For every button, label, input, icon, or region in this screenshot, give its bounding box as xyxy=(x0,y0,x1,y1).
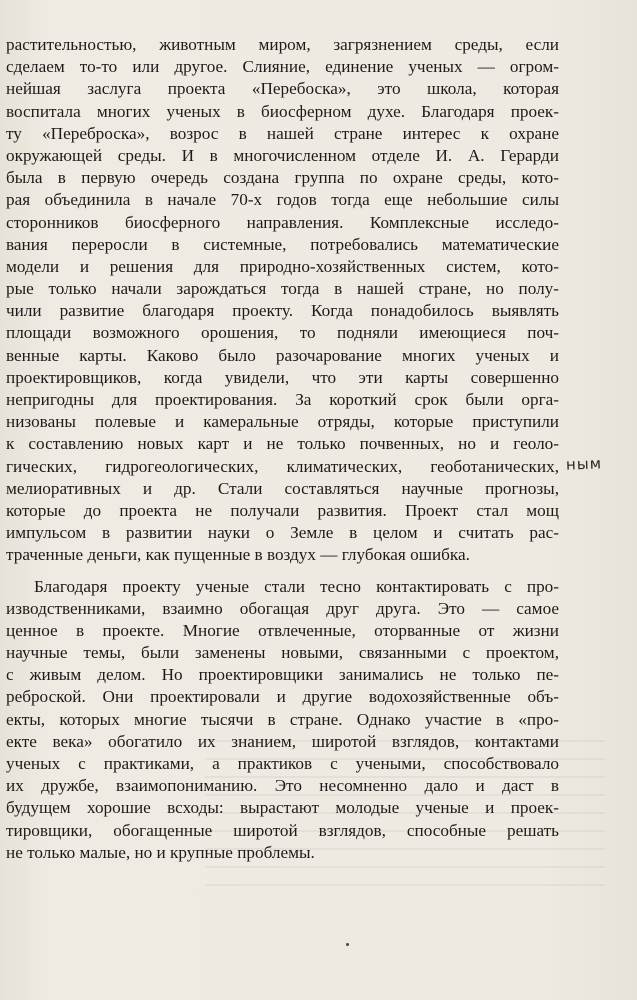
text-line: непригодны для проектирования. За короткий срок были орга- xyxy=(6,390,559,409)
text-line: проектировщиков, когда увидели, что эти карты совершенно xyxy=(6,367,559,387)
text-line: ценное в проекте. Многие отвлеченные, оторванные от жизни xyxy=(6,620,559,640)
text-line: сторонников биосферного направления. Комплексные исследо- xyxy=(6,212,559,232)
print-speck xyxy=(346,943,349,946)
text-line: сделаем то-то или другое. Слияние, единение ученых — огром- xyxy=(6,57,559,77)
text-line: ту «Переброска», возрос в нашей стране интерес к охране xyxy=(6,123,559,143)
text-line: екте века» обогатило их знанием, широтой взглядов, контактами xyxy=(6,731,559,751)
text-line: ученых с практиками, а практиков с учеными, способствовало xyxy=(6,754,559,773)
text-line: рые только начали зарождаться тогда в нашей стране, но полу- xyxy=(6,279,559,299)
text-line: Благодаря проекту ученые стали тесно контактировать с про- xyxy=(34,576,559,596)
text-line: модели и решения для природно-хозяйственных систем, кото- xyxy=(6,256,559,276)
text-line: венные карты. Каково было разочарование многих ученых и xyxy=(6,345,559,365)
text-line: не только малые, но и крупные проблемы. xyxy=(6,842,315,862)
text-line: площади возможного орошения, то подняли имеющиеся поч- xyxy=(6,323,559,343)
paragraph-2 xyxy=(6,576,559,864)
text-line: к составлению новых карт и не только почвенных, но и геоло- xyxy=(6,434,559,454)
text-column xyxy=(6,34,559,864)
text-line: окружающей среды. И в многочисленном отделе И. А. Герарди xyxy=(6,145,559,165)
handwritten-note: ным xyxy=(565,454,603,474)
text-line: научные темы, были заменены новыми, связанными с проектом, xyxy=(6,643,559,663)
text-line: была в первую очередь создана группа по охране среды, кото- xyxy=(6,168,559,188)
text-line: с живым делом. Но проектировщики занимались не только пе- xyxy=(6,665,559,685)
text-line: которые до проекта не получали развития. Проект стал мощ xyxy=(6,500,559,520)
text-line: изводственниками, взаимно обогащая друг друга. Это — самое xyxy=(6,598,559,618)
text-line: рая объединила в начале 70-х годов тогда еще небольшие силы xyxy=(6,190,559,210)
text-line: реброской. Они проектировали и другие водохозяйственные объ- xyxy=(6,687,559,707)
text-line: вания переросли в системные, потребовались математические xyxy=(6,234,559,254)
paragraph-1 xyxy=(6,34,559,567)
text-line: растительностью, животным миром, загрязнением среды, если xyxy=(6,35,559,54)
text-line: тировщики, обогащенные широтой взглядов, способные решать xyxy=(6,820,559,840)
text-line: импульсом в развитии науки о Земле в целом и считать рас- xyxy=(6,523,559,543)
text-line: низованы полевые и камеральные отряды, которые приступили xyxy=(6,412,559,432)
text-line: екты, которых многие тысячи в стране. Однако участие в «про- xyxy=(6,709,559,729)
paragraph-gap xyxy=(6,567,559,576)
text-line: воспитала многих ученых в биосферном духе. Благодаря проек- xyxy=(6,101,559,121)
text-line: траченные деньги, как пущенные в воздух — глубокая ошибка. xyxy=(6,545,470,565)
text-line: чили развитие благодаря проекту. Когда понадобилось выявлять xyxy=(6,301,559,321)
text-line: будущем хорошие всходы: вырастают молодые ученые и проек- xyxy=(6,798,559,818)
text-line: гических, гидрогеологических, климатических, геоботанических, xyxy=(6,456,559,476)
text-line: мелиоративных и др. Стали составляться научные прогнозы, xyxy=(6,478,559,498)
text-line: их дружбе, взаимопониманию. Это несомненно дало и даст в xyxy=(6,776,559,796)
text-line: нейшая заслуга проекта «Перебоска», это школа, которая xyxy=(6,79,559,99)
